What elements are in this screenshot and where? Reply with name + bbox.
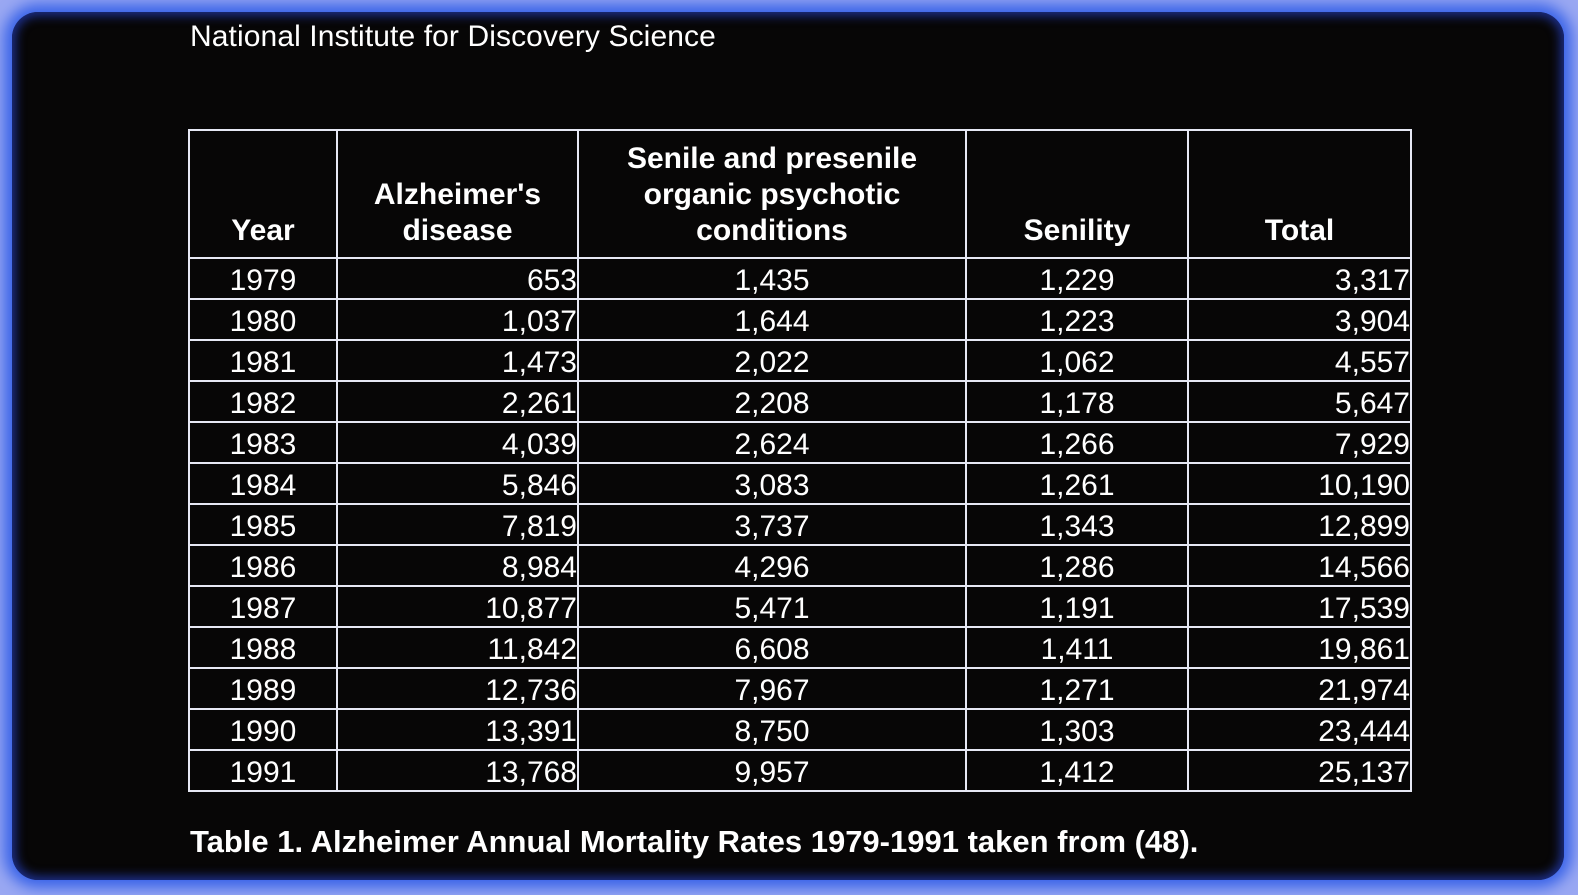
- cell-senility: 1,266: [966, 422, 1188, 463]
- cell-total: 12,899: [1188, 504, 1411, 545]
- cell-year: 1991: [189, 750, 337, 791]
- cell-senile-presenile: 9,957: [578, 750, 966, 791]
- cell-year: 1980: [189, 299, 337, 340]
- cell-total: 10,190: [1188, 463, 1411, 504]
- institute-name: National Institute for Discovery Science: [190, 20, 716, 53]
- table-row: [189, 258, 1411, 299]
- table-row: [189, 709, 1411, 750]
- table-row: [189, 381, 1411, 422]
- table-caption: Table 1. Alzheimer Annual Mortality Rates 1979-1991 taken from (48).: [190, 824, 1199, 859]
- cell-senility: 1,286: [966, 545, 1188, 586]
- column-header-total: Total: [1188, 130, 1411, 258]
- cell-senility: 1,191: [966, 586, 1188, 627]
- table-row: [189, 340, 1411, 381]
- table-row: [189, 299, 1411, 340]
- cell-alzheimers: 11,842: [337, 627, 578, 668]
- column-header-senile-presenile: Senile and presenile organic psychotic conditions: [578, 130, 966, 258]
- cell-senility: 1,271: [966, 668, 1188, 709]
- cell-senility: 1,229: [966, 258, 1188, 299]
- cell-year: 1981: [189, 340, 337, 381]
- cell-year: 1988: [189, 627, 337, 668]
- cell-total: 14,566: [1188, 545, 1411, 586]
- cell-total: 3,904: [1188, 299, 1411, 340]
- cell-total: 23,444: [1188, 709, 1411, 750]
- cell-year: 1985: [189, 504, 337, 545]
- column-header-senility: Senility: [966, 130, 1188, 258]
- cell-senile-presenile: 3,083: [578, 463, 966, 504]
- column-header-year: Year: [189, 130, 337, 258]
- cell-alzheimers: 5,846: [337, 463, 578, 504]
- cell-alzheimers: 12,736: [337, 668, 578, 709]
- cell-alzheimers: 1,473: [337, 340, 578, 381]
- cell-senile-presenile: 2,624: [578, 422, 966, 463]
- cell-alzheimers: 653: [337, 258, 578, 299]
- cell-alzheimers: 8,984: [337, 545, 578, 586]
- cell-senility: 1,261: [966, 463, 1188, 504]
- table-row: [189, 668, 1411, 709]
- table-row: [189, 504, 1411, 545]
- cell-year: 1987: [189, 586, 337, 627]
- cell-total: 3,317: [1188, 258, 1411, 299]
- cell-senile-presenile: 8,750: [578, 709, 966, 750]
- cell-year: 1986: [189, 545, 337, 586]
- cell-senility: 1,303: [966, 709, 1188, 750]
- cell-senility: 1,062: [966, 340, 1188, 381]
- column-header-alzheimers: Alzheimer's disease: [337, 130, 578, 258]
- cell-senility: 1,411: [966, 627, 1188, 668]
- cell-year: 1982: [189, 381, 337, 422]
- table-row: [189, 627, 1411, 668]
- cell-year: 1984: [189, 463, 337, 504]
- cell-alzheimers: 2,261: [337, 381, 578, 422]
- cell-senility: 1,178: [966, 381, 1188, 422]
- cell-senility: 1,412: [966, 750, 1188, 791]
- cell-total: 21,974: [1188, 668, 1411, 709]
- cell-year: 1983: [189, 422, 337, 463]
- cell-total: 17,539: [1188, 586, 1411, 627]
- cell-senile-presenile: 4,296: [578, 545, 966, 586]
- cell-senile-presenile: 1,644: [578, 299, 966, 340]
- cell-total: 5,647: [1188, 381, 1411, 422]
- cell-senile-presenile: 6,608: [578, 627, 966, 668]
- cell-senile-presenile: 1,435: [578, 258, 966, 299]
- cell-alzheimers: 7,819: [337, 504, 578, 545]
- cell-total: 7,929: [1188, 422, 1411, 463]
- cell-senile-presenile: 2,208: [578, 381, 966, 422]
- table-header-row: [189, 130, 1411, 258]
- cell-senile-presenile: 2,022: [578, 340, 966, 381]
- table-row: [189, 545, 1411, 586]
- cell-alzheimers: 13,768: [337, 750, 578, 791]
- cell-senile-presenile: 3,737: [578, 504, 966, 545]
- cell-alzheimers: 4,039: [337, 422, 578, 463]
- cell-alzheimers: 13,391: [337, 709, 578, 750]
- table-row: [189, 422, 1411, 463]
- table-row: [189, 750, 1411, 791]
- cell-year: 1989: [189, 668, 337, 709]
- table-row: [189, 586, 1411, 627]
- cell-senile-presenile: 7,967: [578, 668, 966, 709]
- cell-year: 1979: [189, 258, 337, 299]
- cell-year: 1990: [189, 709, 337, 750]
- cell-total: 4,557: [1188, 340, 1411, 381]
- cell-alzheimers: 10,877: [337, 586, 578, 627]
- cell-total: 19,861: [1188, 627, 1411, 668]
- mortality-table: [188, 129, 1412, 792]
- cell-senility: 1,343: [966, 504, 1188, 545]
- cell-alzheimers: 1,037: [337, 299, 578, 340]
- cell-senile-presenile: 5,471: [578, 586, 966, 627]
- table-row: [189, 463, 1411, 504]
- cell-senility: 1,223: [966, 299, 1188, 340]
- cell-total: 25,137: [1188, 750, 1411, 791]
